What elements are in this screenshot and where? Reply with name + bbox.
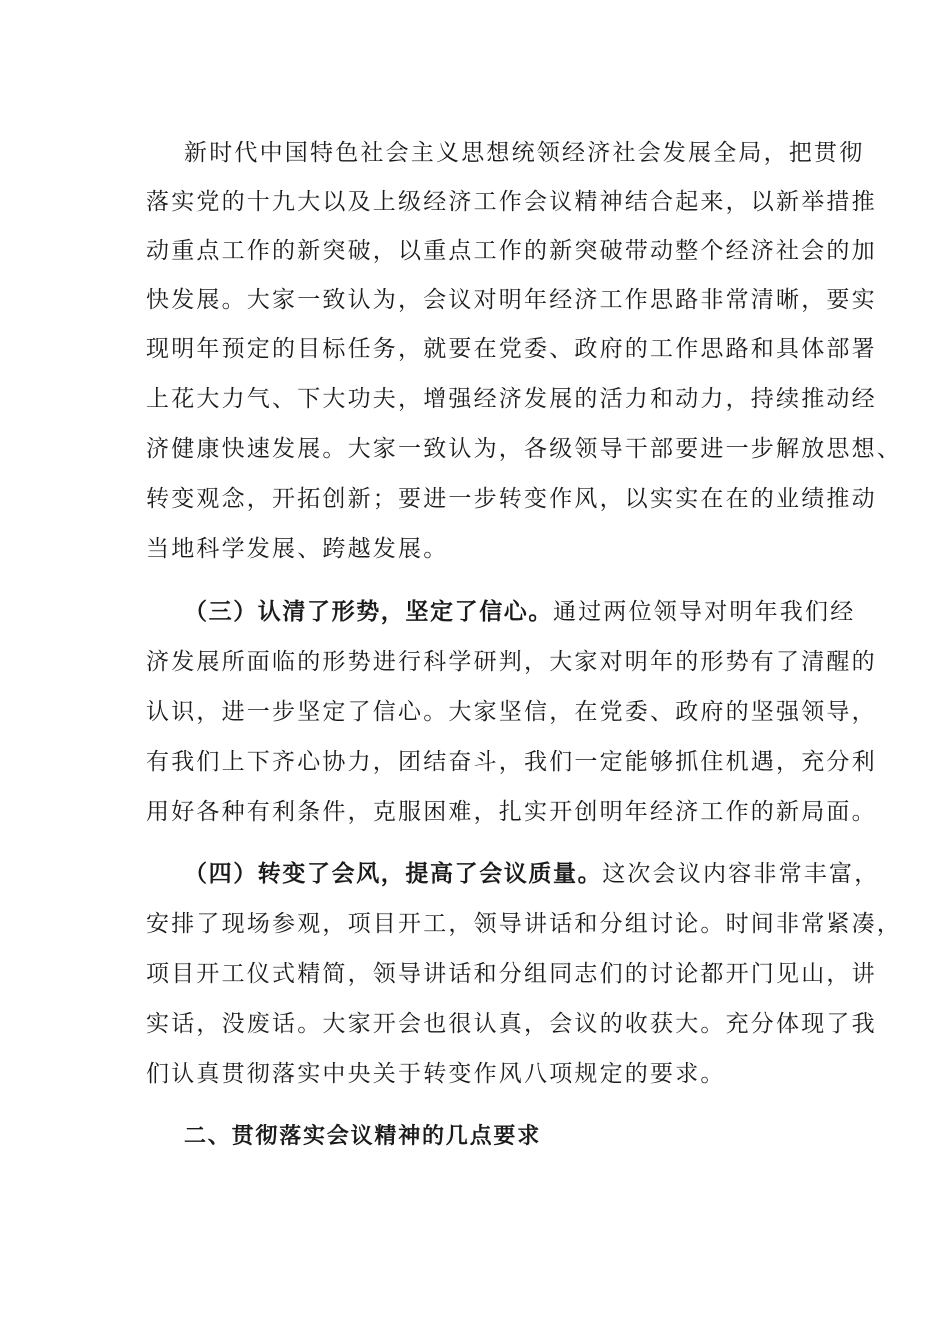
paragraph-bold-lead: （四）转变了会风，提高了会议质量。 <box>184 861 603 887</box>
paragraph-line: 有我们上下齐心协力，团结奋斗，我们一定能够抓住机遇，充分利 <box>146 749 877 775</box>
paragraph-line: 落实党的十九大以及上级经济工作会议精神结合起来，以新举措推 <box>146 189 877 215</box>
paragraph-line: 济发展所面临的形势进行科学研判，大家对明年的形势有了清醒的 <box>146 649 877 675</box>
section-heading: 二、贯彻落实会议精神的几点要求 <box>184 1124 542 1149</box>
paragraph-line: 当地科学发展、跨越发展。 <box>146 536 449 562</box>
paragraph-bold-lead: （三）认清了形势，坚定了信心。 <box>184 599 553 625</box>
paragraph-line: 实话，没废话。大家开会也很认真，会议的收获大。充分体现了我 <box>146 1011 877 1037</box>
paragraph-first-line <box>184 859 879 889</box>
paragraph-line: 动重点工作的新突破，以重点工作的新突破带动整个经济社会的加 <box>146 238 877 264</box>
paragraph-line: 上花大力气、下大功夫，增强经济发展的活力和动力，持续推动经 <box>146 386 877 412</box>
paragraph-line: 们认真贯彻落实中央关于转变作风八项规定的要求。 <box>146 1061 726 1087</box>
paragraph-line: 认识，进一步坚定了信心。大家坚信，在党委、政府的坚强领导， <box>146 699 877 725</box>
paragraph-line: 转变观念，开拓创新；要进一步转变作风，以实实在在的业绩推动 <box>146 486 877 512</box>
paragraph-line: 项目开工仪式精简，领导讲话和分组同志们的讨论都开门见山，讲 <box>146 961 877 987</box>
paragraph-first-line <box>184 597 855 627</box>
paragraph-line: 济健康快速发展。大家一致认为，各级领导干部要进一步解放思想、 <box>146 436 902 462</box>
paragraph-text: 通过两位领导对明年我们经 <box>553 599 856 625</box>
paragraph-line: 新时代中国特色社会主义思想统领经济社会发展全局，把贯彻 <box>184 140 865 166</box>
paragraph-line: 现明年预定的目标任务，就要在党委、政府的工作思路和具体部署 <box>146 336 877 362</box>
paragraph-line: 安排了现场参观，项目开工，领导讲话和分组讨论。时间非常紧凑， <box>146 911 902 937</box>
paragraph-line: 快发展。大家一致认为，会议对明年经济工作思路非常清晰，要实 <box>146 287 877 313</box>
paragraph-text: 这次会议内容非常丰富， <box>602 861 880 887</box>
paragraph-line: 用好各种有利条件，克服困难，扎实开创明年经济工作的新局面。 <box>146 799 877 825</box>
